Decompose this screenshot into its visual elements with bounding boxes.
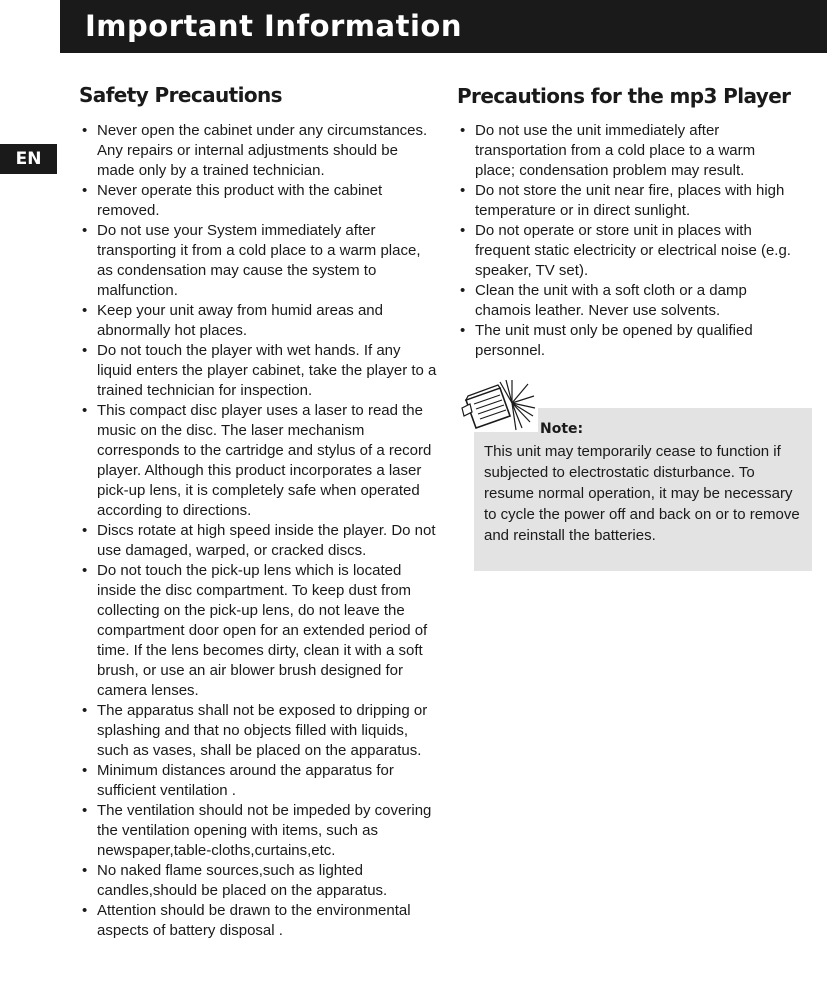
mp3-precautions-title: Precautions for the mp3 Player — [457, 84, 791, 108]
list-item: • The unit must only be opened by qualified personnel. — [457, 321, 797, 361]
mp3-precautions-list — [457, 121, 797, 361]
language-tab: EN — [0, 144, 57, 174]
list-item: • Never open the cabinet under any circumstances. Any repairs or internal adjustments should be made only by a trained technician. — [79, 121, 437, 181]
list-item: • Do not touch the player with wet hands. If any liquid enters the player cabinet, take the player to a trained technician for inspection. — [79, 341, 437, 401]
header-bar — [60, 0, 827, 53]
safety-precautions-list — [79, 121, 437, 941]
safety-precautions-title: Safety Precautions — [79, 83, 282, 107]
note-text: This unit may temporarily cease to function if subjected to electrostatic disturbance. To resume normal operation, it may be necessary to cycle the power off and back on or to remove and reinstall the batteries. — [484, 443, 800, 544]
list-item: • Clean the unit with a soft cloth or a damp chamois leather. Never use solvents. — [457, 281, 797, 321]
list-item: • No naked flame sources,such as lighted candles,should be placed on the apparatus. — [79, 861, 437, 901]
list-item: • Do not operate or store unit in places with frequent static electricity or electrical noise (e.g. speaker, TV set). — [457, 221, 797, 281]
list-item: • Do not use the unit immediately after transportation from a cold place to a warm place; condensation problem may result. — [457, 121, 797, 181]
list-item: • Discs rotate at high speed inside the player. Do not use damaged, warped, or cracked discs. — [79, 521, 437, 561]
list-item: • Attention should be drawn to the environmental aspects of battery disposal . — [79, 901, 437, 941]
list-item: • Do not touch the pick-up lens which is located inside the disc compartment. To keep dust from collecting on the pick-up lens, do not leave the compartment door open for an extended period of time. If the lens becomes dirty, clean it with a soft brush, or use an air blower brush designed for camera lenses. — [79, 561, 437, 701]
note-paper-icon — [460, 378, 536, 432]
list-item: • Never operate this product with the cabinet removed. — [79, 181, 437, 221]
list-item: • The apparatus shall not be exposed to dripping or splashing and that no objects filled with liquids, such as vases, shall be placed on the apparatus. — [79, 701, 437, 761]
page-title: Important Information — [85, 9, 462, 43]
list-item: • Do not store the unit near fire, places with high temperature or in direct sunlight. — [457, 181, 797, 221]
list-item: • The ventilation should not be impeded by covering the ventilation opening with items, such as newspaper,table-cloths,curtains,etc. — [79, 801, 437, 861]
list-item: • Minimum distances around the apparatus for sufficient ventilation . — [79, 761, 437, 801]
list-item: • Do not use your System immediately after transporting it from a cold place to a warm place, as condensation may cause the system to malfunction. — [79, 221, 437, 301]
note-label: Note: — [540, 421, 584, 437]
list-item: • This compact disc player uses a laser to read the music on the disc. The laser mechanism corresponds to the cartridge and stylus of a record player. Although this product incorporates a laser pick-up lens, it is completely safe when operated according to directions. — [79, 401, 437, 521]
list-item: • Keep your unit away from humid areas and abnormally hot places. — [79, 301, 437, 341]
